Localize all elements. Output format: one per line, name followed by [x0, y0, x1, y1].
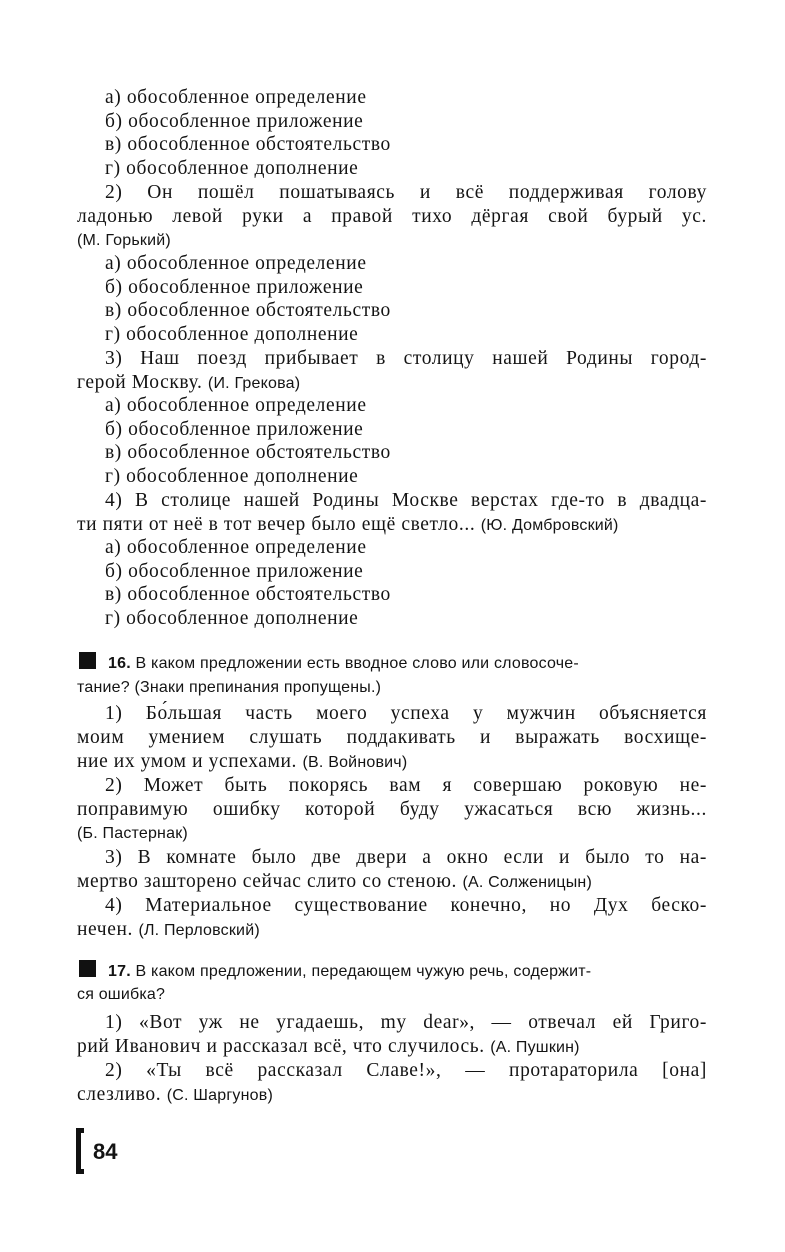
- task-16-option-3-line-2: [77, 870, 592, 894]
- text-line: [105, 86, 367, 110]
- task-16-option-1-line-1: [105, 702, 707, 726]
- line-author: (И. Грекова): [207, 375, 301, 392]
- task-16-option-2-line-1: [105, 774, 707, 798]
- task-17-option-1-line-1: [105, 1011, 707, 1035]
- line-text: в) обособленное обстоятельство: [105, 584, 391, 605]
- text-line: [77, 371, 300, 395]
- task-16-text: 3) В комнате было две двери а окно если и было то на-: [105, 847, 707, 868]
- task-16-option-3-author: (А. Солженицын): [462, 874, 592, 891]
- task-17-option-2-end: слезливо.: [77, 1084, 167, 1105]
- task-16-question-line-2: тание? (Знаки препинания пропущены.): [77, 679, 382, 696]
- text-line: [105, 252, 367, 276]
- text-line: [105, 489, 707, 513]
- task-17-number: 17.: [108, 963, 131, 980]
- text-line: [105, 110, 363, 134]
- task-16-option-1-line-2: [77, 726, 707, 750]
- task-17-option-1-author: (А. Пушкин): [490, 1039, 580, 1056]
- task-17-question-text: В каком предложении, передающем чужую речь, содержит-: [135, 963, 592, 980]
- task-16-option-4-author: (Л. Перловский): [138, 922, 260, 939]
- task-17-option-1-line-2: [77, 1035, 580, 1059]
- text-line: [105, 583, 391, 607]
- task-16-option-3-end: мертво зашторено сейчас слито со стеною.: [77, 871, 463, 892]
- text-line: [105, 323, 358, 347]
- line-text: в) обособленное обстоятельство: [105, 300, 391, 321]
- line-text: ти пяти от неё в тот вечер было ещё светло...: [77, 514, 481, 535]
- line-author: (Ю. Домбровский): [480, 517, 619, 534]
- text-line: [105, 418, 363, 442]
- task-16-number: 16.: [108, 655, 131, 672]
- task-16-option-1-author: (В. Войнович): [302, 754, 408, 771]
- line-text: а) обособленное определение: [105, 253, 367, 274]
- task-16-option-1-end: ние их умом и успехами.: [77, 751, 303, 772]
- task-16-option-2-author: (Б. Пастернак): [77, 825, 188, 842]
- line-text: а) обособленное определение: [105, 395, 367, 416]
- line-text: 2) Он пошёл пошатываясь и всё поддерживая голову: [105, 182, 707, 203]
- task-17-question-line-2: ся ошибка?: [77, 986, 166, 1003]
- text-line: [77, 513, 619, 537]
- text-line: [105, 465, 358, 489]
- line-text: б) обособленное приложение: [105, 111, 364, 132]
- task-16-option-3-line-1: [105, 846, 707, 870]
- line-text: 4) В столице нашей Родины Москве верстах где-то в двадца-: [105, 490, 707, 511]
- task-16-option-4-end: нечен.: [77, 919, 139, 940]
- page-number-bracket: [76, 1128, 84, 1174]
- line-text: г) обособленное дополнение: [105, 324, 359, 345]
- text-line: [105, 441, 391, 465]
- text-line: [105, 394, 367, 418]
- line-text: (М. Горький): [77, 232, 171, 249]
- task-17-option-2-line-1: [105, 1059, 707, 1083]
- line-text: 3) Наш поезд прибывает в столицу нашей Родины город-: [105, 348, 707, 369]
- task-17-option-1-end: рий Иванович и рассказал всё, что случилось.: [77, 1036, 491, 1057]
- line-text: б) обособленное приложение: [105, 419, 364, 440]
- line-text: а) обособленное определение: [105, 87, 367, 108]
- task-16-option-1-line-3: [77, 750, 407, 774]
- line-text: г) обособленное дополнение: [105, 466, 359, 487]
- text-line: [77, 229, 171, 253]
- line-text: ладонью левой руки а правой тихо дёргая свой бурый ус.: [77, 206, 707, 227]
- task-16-text: 1) Бо́льшая часть моего успеха у мужчин объясняется: [105, 703, 707, 724]
- task-16-text: 2) Может быть покорясь вам я совершаю роковую не-: [105, 775, 707, 796]
- line-text: в) обособленное обстоятельство: [105, 134, 391, 155]
- text-line: [105, 347, 707, 371]
- task-17-option-2-author: (С. Шаргунов): [166, 1087, 273, 1104]
- text-line: [105, 133, 391, 157]
- task-17-text: 1) «Вот уж не угадаешь, my dear», — отвечал ей Григо-: [105, 1012, 707, 1033]
- task-16-question-line-1: [108, 652, 707, 676]
- task-16-option-4-line-2: [77, 918, 260, 942]
- line-text: б) обособленное приложение: [105, 277, 364, 298]
- text-line: [105, 560, 363, 584]
- task-16-option-2-line-2: [77, 798, 707, 822]
- task-17-option-2-line-2: [77, 1083, 273, 1107]
- task-16-question-text: В каком предложении есть вводное слово или словосоче-: [135, 655, 579, 672]
- text-line: [105, 181, 707, 205]
- task-16-option-4-line-1: [105, 894, 707, 918]
- task-17-question-line-1: [108, 960, 707, 984]
- line-text: б) обособленное приложение: [105, 561, 364, 582]
- text-line: [77, 205, 707, 229]
- text-line: [105, 607, 358, 631]
- task-16-text: 4) Материальное существование конечно, но Дух беско-: [105, 895, 707, 916]
- line-text: г) обособленное дополнение: [105, 608, 359, 629]
- task-16-text: поправимую ошибку которой буду ужасаться всю жизнь...: [77, 799, 707, 820]
- task-17-text: 2) «Ты всё рассказал Славе!», — протараторила [она]: [105, 1060, 707, 1081]
- task-16-text: моим умением слушать поддакивать и выражать восхище-: [77, 727, 707, 748]
- text-line: [105, 299, 391, 323]
- page-number-block: [76, 1128, 156, 1176]
- line-text: г) обособленное дополнение: [105, 158, 359, 179]
- task-17-marker: [79, 960, 96, 977]
- text-line: [105, 536, 367, 560]
- text-line: [105, 276, 363, 300]
- line-text: герой Москву.: [77, 372, 208, 393]
- page-number: 84: [93, 1139, 118, 1164]
- line-text: а) обособленное определение: [105, 537, 367, 558]
- text-line: [105, 157, 358, 181]
- task-16-marker: [79, 652, 96, 669]
- line-text: в) обособленное обстоятельство: [105, 442, 391, 463]
